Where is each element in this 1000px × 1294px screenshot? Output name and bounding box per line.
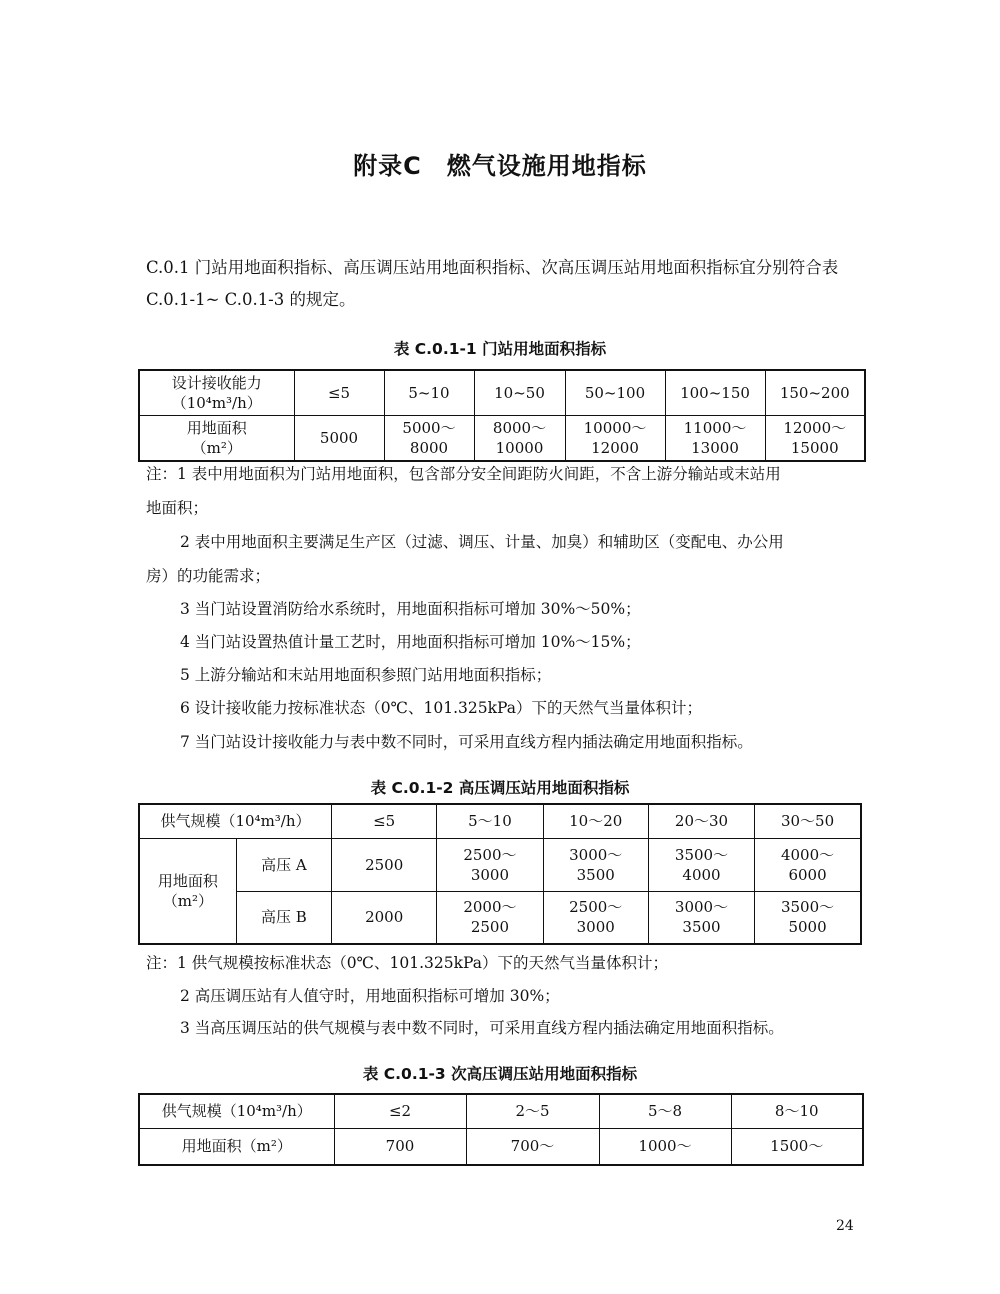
table2-note: 3 当高压调压站的供气规模与表中数不同时，可采用直线方程内插法确定用地面积指标。 bbox=[180, 1019, 784, 1037]
table2-col: 30～50 bbox=[755, 804, 861, 838]
table2-cell: 2500 bbox=[332, 838, 437, 891]
table2-row-high-a bbox=[139, 838, 861, 891]
table1-note: 4 当门站设置热值计量工艺时，用地面积指标可增加 10%～15%； bbox=[180, 633, 641, 651]
table3-header-row bbox=[139, 1094, 863, 1128]
table3-cell: 1500～ bbox=[731, 1128, 863, 1165]
table2-note: 注：1 供气规模按标准状态（0℃、101.325kPa）下的天然气当量体积计； bbox=[146, 954, 668, 972]
table2-cell: 2000～ 2500 bbox=[437, 891, 543, 944]
table1-note: 5 上游分输站和末站用地面积参照门站用地面积指标； bbox=[180, 666, 552, 684]
table3-col: 8～10 bbox=[731, 1094, 863, 1128]
table1-col: 50~100 bbox=[565, 370, 665, 415]
table3-col: ≤2 bbox=[334, 1094, 466, 1128]
table1-cell: 12000～ 15000 bbox=[765, 415, 865, 461]
table1-note: 地面积； bbox=[146, 499, 209, 517]
table1-col: 100~150 bbox=[665, 370, 765, 415]
table2-header-row bbox=[139, 804, 861, 838]
table1-row-label: 用地面积 （m²） bbox=[139, 415, 294, 461]
table3 bbox=[138, 1093, 864, 1166]
table2 bbox=[138, 803, 862, 945]
table2-cell: 3500～ 5000 bbox=[755, 891, 861, 944]
table2-col: 10～20 bbox=[543, 804, 648, 838]
table2-row-label: 用地面积 （m²） bbox=[139, 838, 236, 944]
table1-cell: 10000～ 12000 bbox=[565, 415, 665, 461]
table1-note: 6 设计接收能力按标准状态（0℃、101.325kPa）下的天然气当量体积计； bbox=[180, 699, 702, 717]
table1-cell: 5000 bbox=[294, 415, 384, 461]
table3-header-label: 供气规模（10⁴m³/h） bbox=[139, 1094, 334, 1128]
table1-caption: 表 C.0.1-1 门站用地面积指标 bbox=[393, 340, 607, 358]
table3-col: 2～5 bbox=[466, 1094, 599, 1128]
table1-cell: 8000～ 10000 bbox=[474, 415, 565, 461]
table3-cell: 1000～ bbox=[599, 1128, 731, 1165]
table2-col: ≤5 bbox=[332, 804, 437, 838]
table2-row-high-b bbox=[139, 891, 861, 944]
table2-note: 2 高压调压站有人值守时，用地面积指标可增加 30%； bbox=[180, 987, 560, 1005]
table1-data-row bbox=[139, 415, 865, 461]
table3-cell: 700～ bbox=[466, 1128, 599, 1165]
table2-cell: 3500～ 4000 bbox=[648, 838, 754, 891]
page-number: 24 bbox=[836, 1218, 854, 1234]
table3-caption: 表 C.0.1-3 次高压调压站用地面积指标 bbox=[362, 1065, 638, 1083]
table1-note: 房）的功能需求； bbox=[146, 567, 271, 585]
table1-note: 注：1 表中用地面积为门站用地面积，包含部分安全间距防火间距，不含上游分输站或末站用 bbox=[146, 465, 781, 483]
table2-cell: 2500～ 3000 bbox=[437, 838, 543, 891]
table2-caption: 表 C.0.1-2 高压调压站用地面积指标 bbox=[370, 779, 630, 797]
table1-col: ≤5 bbox=[294, 370, 384, 415]
table1-col: 150~200 bbox=[765, 370, 865, 415]
table2-sub-label: 高压 A bbox=[236, 838, 331, 891]
intro-paragraph: C.0.1 门站用地面积指标、高压调压站用地面积指标、次高压调压站用地面积指标宜分别符合表 C.0.1-1~ C.0.1-3 的规定。 bbox=[146, 258, 839, 309]
table1-cell: 5000～ 8000 bbox=[384, 415, 474, 461]
page-title: 附录C 燃气设施用地指标 bbox=[353, 152, 647, 180]
table2-sub-label: 高压 B bbox=[236, 891, 331, 944]
table2-cell: 2000 bbox=[332, 891, 437, 944]
table1-header-label: 设计接收能力 （10⁴m³/h） bbox=[139, 370, 294, 415]
table1-cell: 11000～ 13000 bbox=[665, 415, 765, 461]
table2-cell: 3000～ 3500 bbox=[543, 838, 648, 891]
table2-cell: 4000～ 6000 bbox=[755, 838, 861, 891]
table1 bbox=[138, 369, 866, 462]
table2-col: 20～30 bbox=[648, 804, 754, 838]
table2-header-label: 供气规模（10⁴m³/h） bbox=[139, 804, 332, 838]
table1-col: 5~10 bbox=[384, 370, 474, 415]
table1-note: 7 当门站设计接收能力与表中数不同时，可采用直线方程内插法确定用地面积指标。 bbox=[180, 733, 753, 751]
table2-cell: 2500～ 3000 bbox=[543, 891, 648, 944]
table3-cell: 700 bbox=[334, 1128, 466, 1165]
table2-cell: 3000～ 3500 bbox=[648, 891, 754, 944]
table1-col: 10~50 bbox=[474, 370, 565, 415]
table1-note: 3 当门站设置消防给水系统时，用地面积指标可增加 30%～50%； bbox=[180, 600, 641, 618]
table3-data-row bbox=[139, 1128, 863, 1165]
table2-col: 5～10 bbox=[437, 804, 543, 838]
table1-header-row bbox=[139, 370, 865, 415]
table3-col: 5～8 bbox=[599, 1094, 731, 1128]
table3-row-label: 用地面积（m²） bbox=[139, 1128, 334, 1165]
table1-note: 2 表中用地面积主要满足生产区（过滤、调压、计量、加臭）和辅助区（变配电、办公用 bbox=[180, 533, 784, 551]
